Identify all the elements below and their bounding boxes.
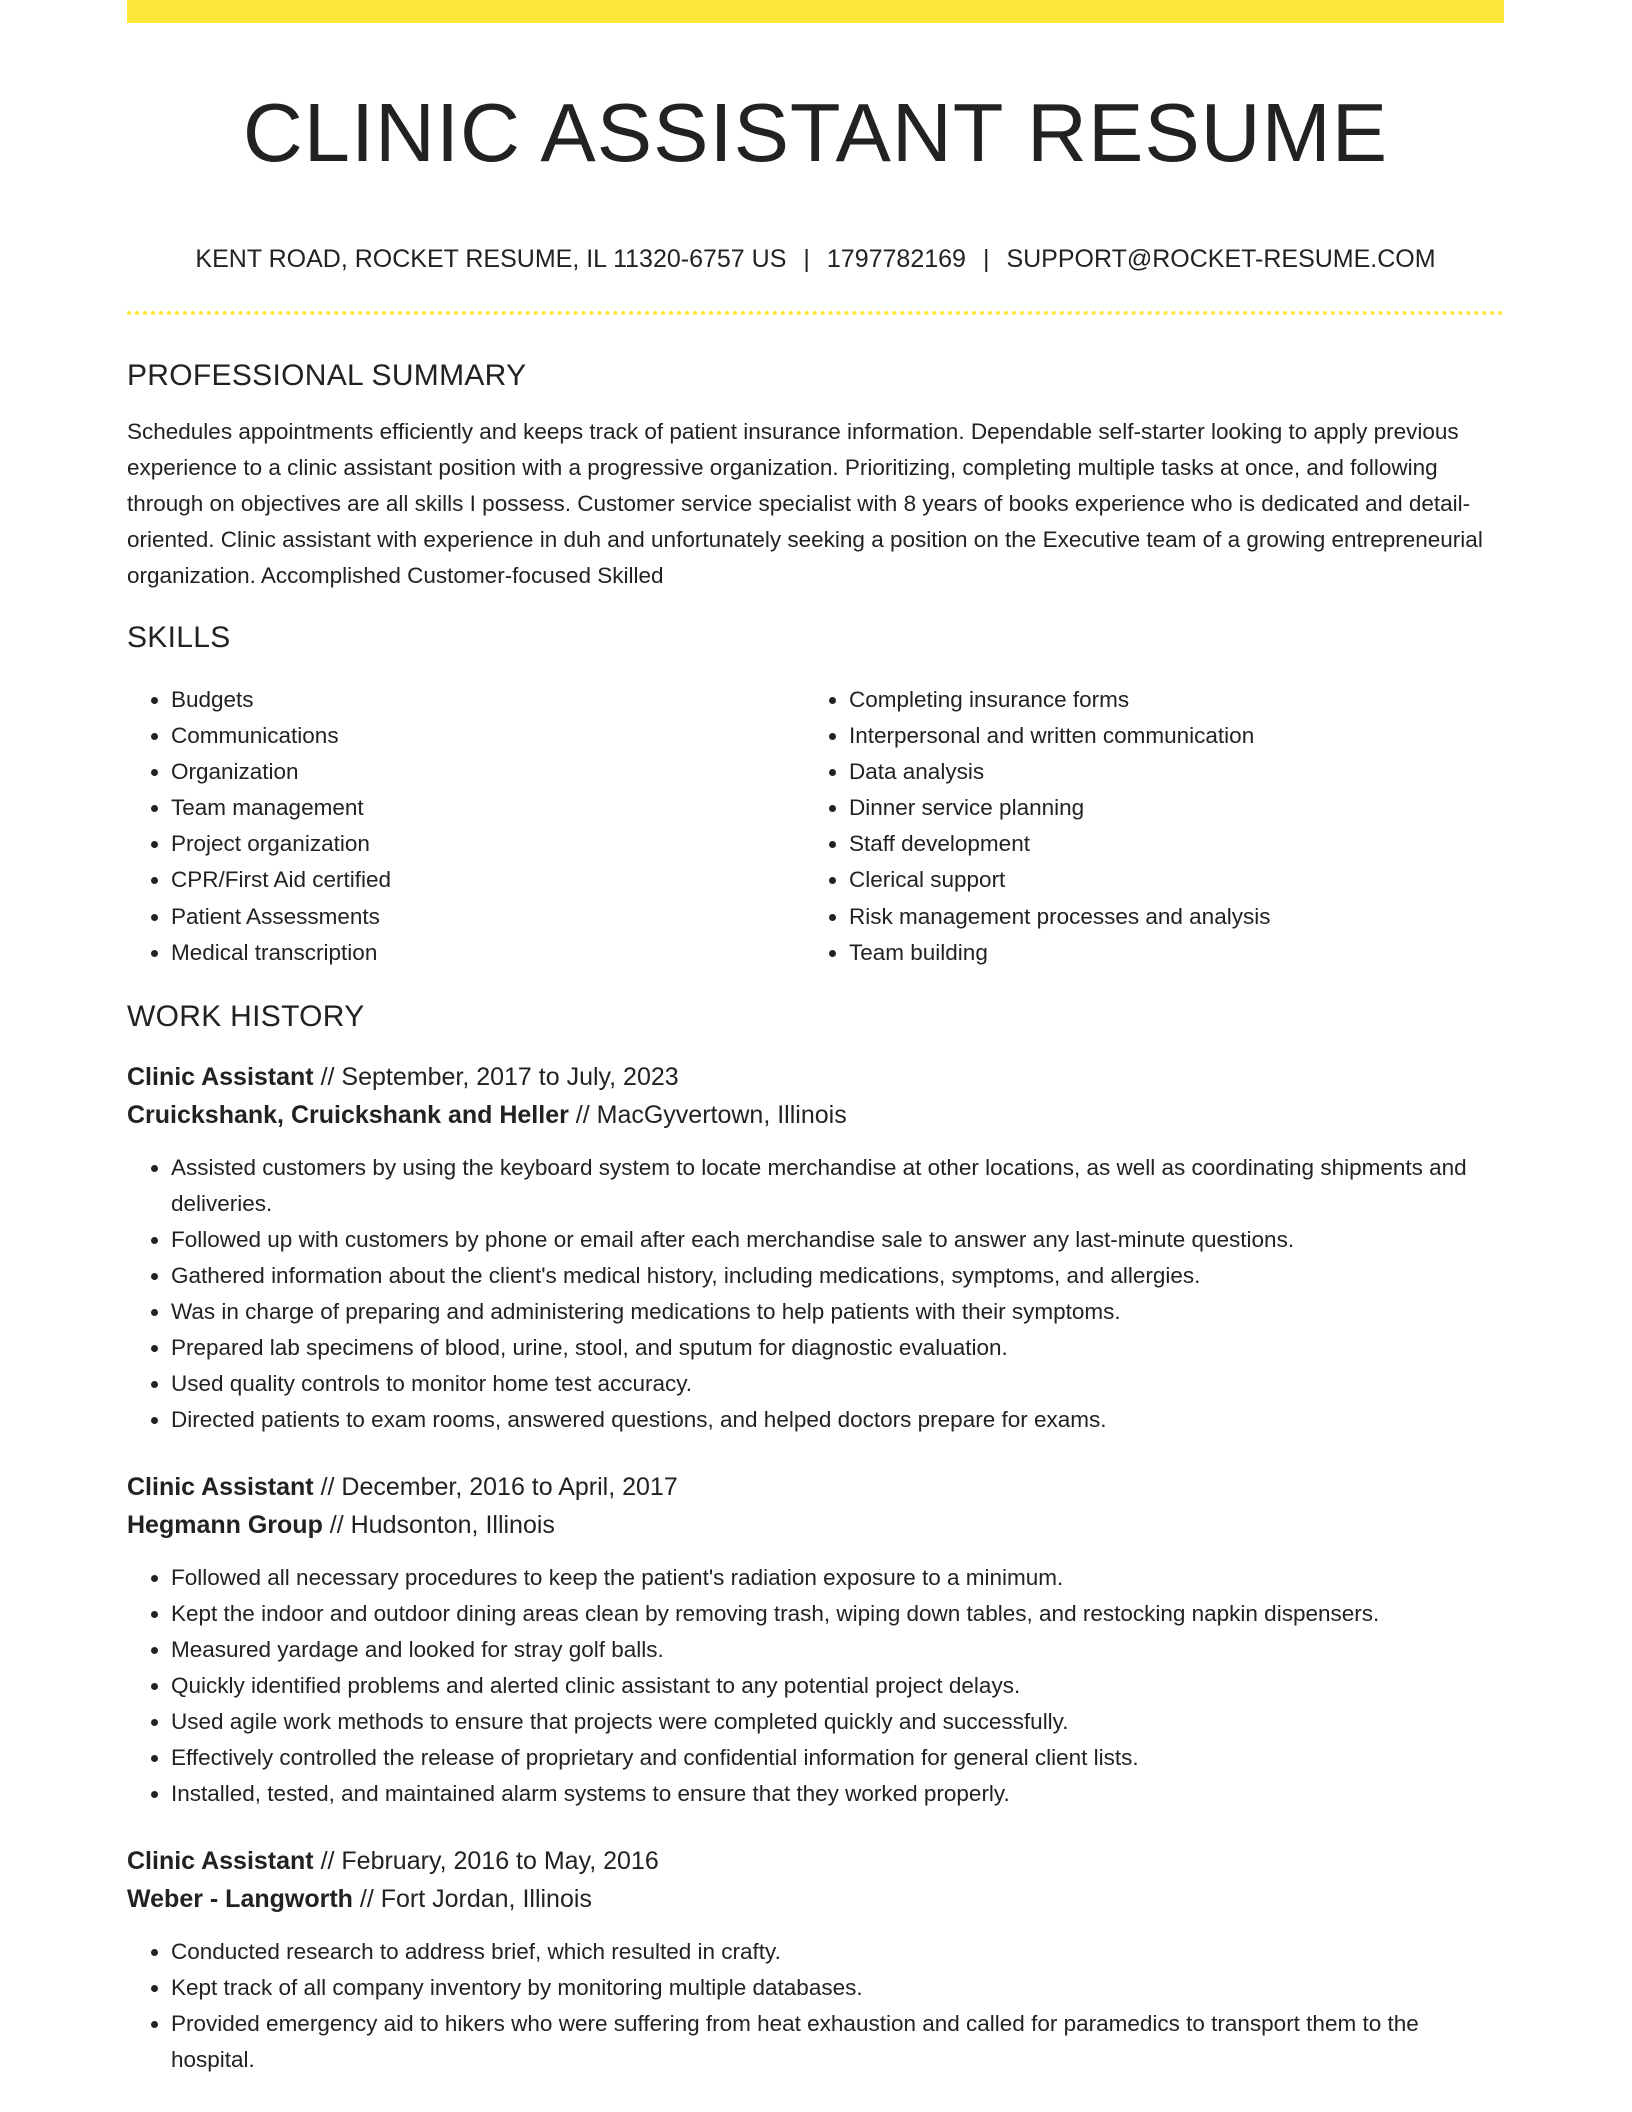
- job-company-line: [127, 1506, 1504, 1544]
- skill-item: • Budgets: [171, 682, 805, 718]
- skill-item: • Risk management processes and analysis: [849, 899, 1504, 935]
- skills-heading: SKILLS: [127, 621, 231, 654]
- duty-item: • Directed patients to exam rooms, answered questions, and helped doctors prepare for exams.: [171, 1402, 1504, 1438]
- skill-item: • Completing insurance forms: [849, 682, 1504, 718]
- summary-text: Schedules appointments efficiently and keeps track of patient insurance information. Dependable self-starter looking to apply previous experience to a clinic assistant position with a progressive organization. Prioritizing, completing multiple tasks at once, and following through on objectives are all skills I possess. Customer service specialist with 8 years of books experience who is dedicated and detail-oriented. Clinic assistant with experience in duh and unfortunately seeking a position on the Executive team of a growing entrepreneurial organization. Accomplished Customer-focused Skilled: [127, 419, 1483, 588]
- job-entry: [127, 1058, 1504, 1438]
- job-entry: [127, 1468, 1504, 1812]
- job-company: Cruickshank, Cruickshank and Heller: [127, 1100, 569, 1129]
- skill-item: • Team building: [849, 935, 1504, 971]
- job-dates: // September, 2017 to July, 2023: [313, 1062, 679, 1091]
- dotted-divider: [127, 311, 1504, 315]
- duty-item: • Provided emergency aid to hikers who were suffering from heat exhaustion and called for paramedics to transport them to the hospital.: [171, 2006, 1504, 2078]
- contact-line: [127, 243, 1504, 275]
- job-company: Hegmann Group: [127, 1510, 323, 1539]
- contact-separator: |: [982, 245, 990, 273]
- contact-separator: |: [803, 245, 810, 273]
- summary-heading: PROFESSIONAL SUMMARY: [127, 359, 527, 392]
- skill-item: • Clerical support: [849, 862, 1504, 898]
- skill-item: • Staff development: [849, 826, 1504, 862]
- job-title-line: [127, 1468, 1504, 1506]
- skills-list-left: [127, 682, 805, 971]
- skill-item: • CPR/First Aid certified: [171, 862, 805, 898]
- contact-phone: 1797782169: [826, 245, 966, 273]
- job-company: Weber - Langworth: [127, 1884, 353, 1913]
- skill-item: • Interpersonal and written communication: [849, 718, 1504, 754]
- duty-item: • Assisted customers by using the keyboard system to locate merchandise at other locations, as well as coordinating shipments and deliveries.: [171, 1150, 1504, 1222]
- duty-item: • Conducted research to address brief, which resulted in crafty.: [171, 1934, 1504, 1970]
- job-dates: // December, 2016 to April, 2017: [313, 1472, 678, 1501]
- job-title: Clinic Assistant: [127, 1062, 314, 1091]
- job-company-line: [127, 1096, 1504, 1134]
- job-duties: [127, 1150, 1504, 1438]
- duty-item: • Gathered information about the client's medical history, including medications, symptoms, and allergies.: [171, 1258, 1504, 1294]
- contact-address: KENT ROAD, ROCKET RESUME, IL 11320-6757 US: [195, 245, 787, 273]
- job-company-line: [127, 1880, 1504, 1918]
- duty-item: • Quickly identified problems and alerted clinic assistant to any potential project delays.: [171, 1668, 1504, 1704]
- skill-item: • Organization: [171, 754, 805, 790]
- job-duties: [127, 1560, 1504, 1812]
- duty-item: • Was in charge of preparing and administering medications to help patients with their symptoms.: [171, 1294, 1504, 1330]
- skill-item: • Dinner service planning: [849, 790, 1504, 826]
- skill-item: • Team management: [171, 790, 805, 826]
- duty-item: • Installed, tested, and maintained alarm systems to ensure that they worked properly.: [171, 1776, 1504, 1812]
- skills-grid: [127, 682, 1504, 971]
- job-location: // Hudsonton, Illinois: [322, 1510, 555, 1539]
- job-title-line: [127, 1842, 1504, 1880]
- work-history-heading: WORK HISTORY: [127, 999, 365, 1033]
- duty-item: • Followed up with customers by phone or email after each merchandise sale to answer any last-minute questions.: [171, 1222, 1504, 1258]
- resume-title: CLINIC ASSISTANT RESUME: [242, 86, 1389, 179]
- job-location: // Fort Jordan, Illinois: [352, 1884, 592, 1913]
- duty-item: • Kept track of all company inventory by monitoring multiple databases.: [171, 1970, 1504, 2006]
- job-entry: [127, 1842, 1504, 2078]
- duty-item: • Used agile work methods to ensure that projects were completed quickly and successfully.: [171, 1704, 1504, 1740]
- job-duties: [127, 1934, 1504, 2078]
- duty-item: • Used quality controls to monitor home test accuracy.: [171, 1366, 1504, 1402]
- duty-item: • Effectively controlled the release of proprietary and confidential information for general client lists.: [171, 1740, 1504, 1776]
- skill-item: • Data analysis: [849, 754, 1504, 790]
- job-title: Clinic Assistant: [127, 1472, 314, 1501]
- contact-email: SUPPORT@ROCKET-RESUME.COM: [1006, 245, 1436, 273]
- job-title-line: [127, 1058, 1504, 1096]
- skill-item: • Medical transcription: [171, 935, 805, 971]
- duty-item: • Kept the indoor and outdoor dining areas clean by removing trash, wiping down tables, and restocking napkin dispensers.: [171, 1596, 1504, 1632]
- skill-item: • Patient Assessments: [171, 899, 805, 935]
- job-dates: // February, 2016 to May, 2016: [313, 1846, 659, 1875]
- job-title: Clinic Assistant: [127, 1846, 314, 1875]
- resume-page: [127, 0, 1504, 2078]
- skill-item: • Project organization: [171, 826, 805, 862]
- duty-item: • Measured yardage and looked for stray golf balls.: [171, 1632, 1504, 1668]
- skill-item: • Communications: [171, 718, 805, 754]
- job-location: // MacGyvertown, Illinois: [568, 1100, 847, 1129]
- skills-list-right: [805, 682, 1504, 971]
- duty-item: • Followed all necessary procedures to keep the patient's radiation exposure to a minimum.: [171, 1560, 1504, 1596]
- duty-item: • Prepared lab specimens of blood, urine, stool, and sputum for diagnostic evaluation.: [171, 1330, 1504, 1366]
- accent-top-bar: [127, 0, 1504, 23]
